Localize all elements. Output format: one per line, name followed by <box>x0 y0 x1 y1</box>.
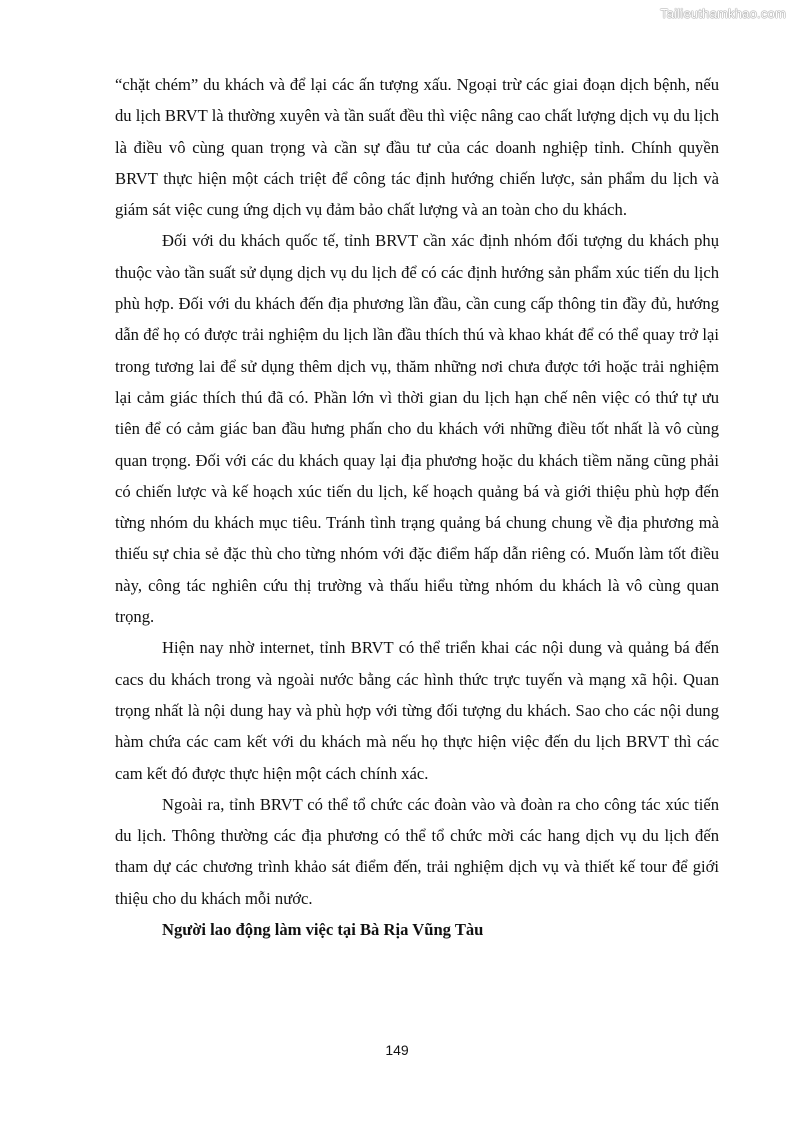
paragraph-2: Đối với du khách quốc tế, tỉnh BRVT cần xác định nhóm đối tượng du khách phụ thuộc vào tần suất sử dụng dịch vụ du lịch để có các định hướng sản phẩm xúc tiến du lịch phù hợp. Đối với du khách đến địa phương lần đầu, cần cung cấp thông tin đầy đủ, hướng dẫn để họ có được trải nghiệm du lịch lần đầu thích thú và khao khát để có thể quay trở lại trong tương lai để sử dụng thêm dịch vụ, thăm những nơi chưa được tới hoặc trải nghiệm lại cảm giác thích thú đã có. Phần lớn vì thời gian du lịch hạn chế nên việc có thứ tự ưu tiên để có cảm giác ban đầu hưng phấn cho du khách với những điều tốt nhất là vô cùng quan trọng. Đối với các du khách quay lại địa phương hoặc du khách tiềm năng cũng phải có chiến lược và kế hoạch xúc tiến du lịch, kế hoạch quảng bá và giới thiệu phù hợp đến từng nhóm du khách mục tiêu. Tránh tình trạng quảng bá chung chung về địa phương mà thiếu sự chia sẻ đặc thù cho từng nhóm với đặc điểm hấp dẫn riêng có. Muốn làm tốt điều này, công tác nghiên cứu thị trường và thấu hiểu từng nhóm du khách là vô cùng quan trọng. <box>115 231 719 627</box>
section-heading: Người lao động làm việc tại Bà Rịa Vũng Tàu <box>162 920 484 940</box>
document-body <box>115 69 719 945</box>
paragraph-4: Ngoài ra, tỉnh BRVT có thể tổ chức các đoàn vào và đoàn ra cho công tác xúc tiến du lịch. Thông thường các địa phương có thể tổ chức mời các hang dịch vụ du lịch đến tham dự các chương trình khảo sát điểm đến, trải nghiệm dịch vụ và thiết kế tour để giới thiệu cho du khách mỗi nước. <box>115 794 719 908</box>
page-number: 149 <box>385 1042 409 1058</box>
watermark-text: Tailieuthamkhao.com <box>660 6 786 21</box>
paragraph-1: “chặt chém” du khách và để lại các ấn tượng xấu. Ngoại trừ các giai đoạn dịch bệnh, nếu du lịch BRVT là thường xuyên và tần suất đều thì việc nâng cao chất lượng dịch vụ du lịch là điều vô cùng quan trọng và cần sự đầu tư của các doanh nghiệp tỉnh. Chính quyền BRVT thực hiện một cách triệt để công tác định hướng chiến lược, sản phẩm du lịch và giám sát việc cung ứng dịch vụ đảm bảo chất lượng và an toàn cho du khách. <box>115 75 719 220</box>
paragraph-3: Hiện nay nhờ internet, tỉnh BRVT có thể triển khai các nội dung và quảng bá đến cacs du khách trong và ngoài nước bằng các hình thức trực tuyến và mạng xã hội. Quan trọng nhất là nội dung hay và phù hợp với từng đối tượng du khách. Sao cho các nội dung hàm chứa các cam kết với du khách mà nếu họ thực hiện việc đến du lịch BRVT thì các cam kết đó được thực hiện một cách chính xác. <box>115 638 719 783</box>
